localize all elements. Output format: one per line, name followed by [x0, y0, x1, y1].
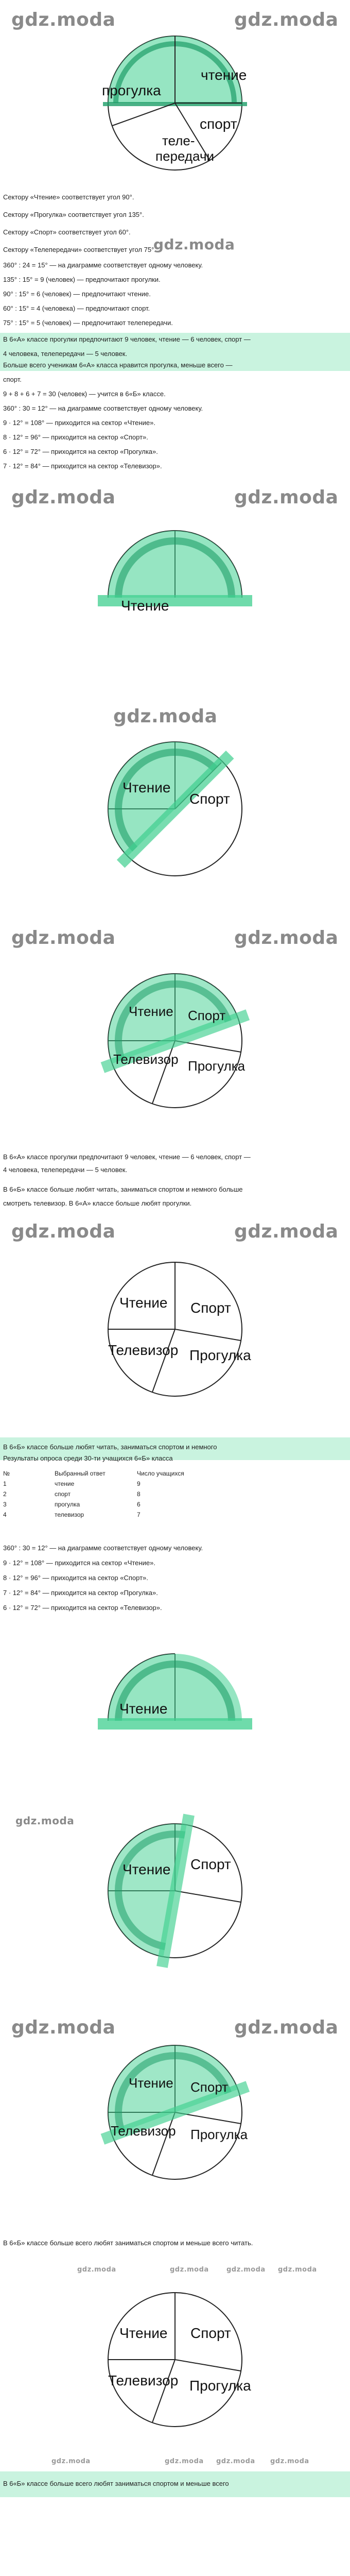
- sector-label-walk: Прогулка: [190, 2127, 248, 2142]
- sector-label-sport: Спорт: [189, 791, 230, 807]
- text-line: 360° : 24 = 15° — на диаграмме соответствует одному человеку.: [3, 261, 203, 269]
- watermark: gdz.moda: [234, 927, 339, 948]
- sector-label-walk: Прогулка: [189, 1347, 251, 1363]
- answer-line: В 6«Б» классе больше всего любят заниматься спортом и меньше всего: [3, 2480, 229, 2487]
- watermark: gdz.moda: [11, 9, 116, 30]
- watermark: gdz.moda: [270, 2458, 309, 2465]
- text-line: Сектору «Телепередачи» соответствует угол 75°.: [3, 246, 156, 253]
- answer-line: В 6«А» классе прогулки предпочитают 9 человек, чтение — 6 человек, спорт —: [3, 335, 251, 343]
- sector-label-tv-2: передачи: [155, 148, 215, 164]
- watermark: gdz.moda: [77, 2266, 116, 2274]
- watermark: gdz.moda: [165, 2458, 204, 2465]
- sector-label-tv-1: теле-: [162, 133, 195, 148]
- text-line: 8 · 12° = 96° — приходится на сектор «Спорт».: [3, 1574, 148, 1582]
- watermark: gdz.moda: [15, 1815, 75, 1827]
- sector-label-sport: Спорт: [190, 1300, 231, 1316]
- sector-label-reading: Чтение: [119, 1701, 168, 1717]
- sector-label-tv: Телевизор: [108, 1342, 179, 1358]
- watermark: gdz.moda: [11, 2017, 116, 2038]
- text-line: 9 + 8 + 6 + 7 = 30 (человек) — учится в 6«Б» классе.: [3, 390, 166, 398]
- table-row: [3, 1510, 189, 1520]
- table-cell: 2: [3, 1490, 7, 1498]
- sector-label-reading: Чтение: [119, 1295, 168, 1311]
- table-cell: 1: [3, 1480, 7, 1487]
- text-line: 90° : 15° = 6 (человек) — предпочитают чтение.: [3, 290, 151, 298]
- sector-label-reading: Чтение: [129, 2075, 173, 2091]
- protractor-figure-3: [62, 726, 288, 891]
- text-line: В 6«А» классе прогулки предпочитают 9 человек, чтение — 6 человек, спорт —: [3, 1153, 251, 1161]
- table-cell: 3: [3, 1501, 7, 1508]
- sector-label-tv: Телевизор: [113, 1052, 179, 1067]
- watermark: gdz.moda: [216, 2458, 255, 2465]
- watermark: gdz.moda: [51, 2458, 91, 2465]
- text-line: 360° : 30 = 12° — на диаграмме соответствует одному человеку.: [3, 1544, 203, 1552]
- table-cell: 4: [3, 1511, 7, 1518]
- table-row: [3, 1479, 189, 1489]
- watermark: gdz.moda: [234, 487, 339, 508]
- answer-line: спорт.: [3, 376, 22, 383]
- table-header-cell: №: [3, 1470, 10, 1477]
- watermark: gdz.moda: [226, 2266, 266, 2274]
- watermark: gdz.moda: [113, 706, 218, 727]
- watermark: gdz.moda: [11, 1221, 116, 1242]
- answer-line: В 6«Б» классе больше любят читать, заниматься спортом и немного: [3, 1443, 217, 1451]
- pie-figure-5: [62, 1247, 288, 1412]
- protractor-figure-6: [62, 1623, 288, 1788]
- table-header: [3, 1468, 189, 1479]
- text-line: Сектору «Чтение» соответствует угол 90°.: [3, 193, 134, 201]
- sector-label-sport: спорт: [200, 116, 237, 132]
- protractor-figure-7: [62, 1808, 288, 1973]
- results-table: [3, 1468, 189, 1520]
- watermark: gdz.moda: [234, 1221, 339, 1242]
- watermark: gdz.moda: [170, 2266, 209, 2274]
- text-line: 7 · 12° = 84° — приходится на сектор «Телевизор».: [3, 462, 162, 470]
- text-line: 6 · 12° = 72° — приходится на сектор «Прогулка».: [3, 448, 158, 455]
- sector-label-sport: Спорт: [188, 1008, 226, 1023]
- sector-label-reading: Чтение: [122, 779, 171, 795]
- table-header-cell: Число учащихся: [137, 1470, 184, 1477]
- watermark: gdz.moda: [278, 2266, 317, 2274]
- sector-label-reading: Чтение: [129, 1004, 173, 1019]
- text-line: 60° : 15° = 4 (человека) — предпочитают спорт.: [3, 304, 150, 312]
- text-line: 360° : 30 = 12° — на диаграмме соответствует одному человеку.: [3, 404, 203, 412]
- pie-figure-9: [62, 2277, 288, 2442]
- table-cell: спорт: [55, 1490, 71, 1498]
- text-line: 7 · 12° = 84° — приходится на сектор «Прогулка».: [3, 1589, 158, 1597]
- text-line: Результаты опроса среди 30-ти учащихся 6«Б» класса: [3, 1454, 173, 1462]
- table-cell: 7: [137, 1511, 141, 1518]
- text-line: Сектору «Прогулка» соответствует угол 135°.: [3, 211, 144, 218]
- sector-label-reading: чтение: [201, 67, 247, 83]
- watermark: gdz.moda: [234, 9, 339, 30]
- sector-label-sport: Спорт: [190, 2325, 231, 2341]
- text-line: 135° : 15° = 9 (человек) — предпочитают прогулки.: [3, 276, 161, 283]
- text-line: 75° : 15° = 5 (человек) — предпочитают телепередачи.: [3, 319, 173, 327]
- pie-figure-1: [62, 31, 288, 185]
- table-row: [3, 1489, 189, 1499]
- watermark: gdz.moda: [153, 236, 235, 253]
- text-line: Сектору «Спорт» соответствует угол 60°.: [3, 228, 131, 236]
- watermark: gdz.moda: [11, 487, 116, 508]
- table-row: [3, 1499, 189, 1510]
- text-line: смотреть телевизор. В 6«А» классе больше любят прогулки.: [3, 1199, 192, 1207]
- text-line: В 6«Б» классе больше любят читать, заниматься спортом и немного больше: [3, 1185, 243, 1193]
- table-cell: телевизор: [55, 1511, 84, 1518]
- protractor-figure-2: [62, 515, 288, 685]
- watermark: gdz.moda: [234, 2017, 339, 2038]
- sector-label-reading: Чтение: [122, 1861, 171, 1877]
- text-line: 9 · 12° = 108° — приходится на сектор «Чтение».: [3, 1559, 155, 1567]
- sector-label-walk: Прогулка: [189, 2378, 251, 2394]
- sector-label-walk: прогулка: [102, 82, 161, 98]
- text-line: 9 · 12° = 108° — приходится на сектор «Чтение».: [3, 419, 155, 427]
- text-line: В 6«Б» классе больше всего любят заниматься спортом и меньше всего читать.: [3, 2239, 253, 2247]
- text-line: 8 · 12° = 96° — приходится на сектор «Спорт».: [3, 433, 148, 441]
- sector-label-tv: Телевизор: [108, 2372, 179, 2388]
- table-cell: 9: [137, 1480, 141, 1487]
- table-cell: прогулка: [55, 1501, 80, 1508]
- protractor-figure-4: [62, 958, 288, 1123]
- table-cell: 6: [137, 1501, 141, 1508]
- watermark: gdz.moda: [11, 927, 116, 948]
- sector-label-sport: Спорт: [190, 2079, 229, 2095]
- answer-line: 4 человека, телепередачи — 5 человек.: [3, 350, 128, 358]
- protractor-figure-8: [62, 2030, 288, 2195]
- sector-label-sport: Спорт: [190, 1856, 231, 1872]
- sector-label-reading: Чтение: [119, 2325, 168, 2341]
- table-header-cell: Выбранный ответ: [55, 1470, 106, 1477]
- text-line: 4 человека, телепередачи — 5 человек.: [3, 1166, 128, 1174]
- table-cell: 8: [137, 1490, 141, 1498]
- text-line: 6 · 12° = 72° — приходится на сектор «Телевизор».: [3, 1604, 162, 1612]
- sector-label-tv: Телевизор: [111, 2123, 176, 2139]
- table-cell: чтение: [55, 1480, 75, 1487]
- sector-label-reading: Чтение: [121, 598, 169, 614]
- answer-line: Больше всего ученикам 6«А» класса нравится прогулка, меньше всего —: [3, 361, 233, 369]
- sector-label-walk: Прогулка: [188, 1058, 246, 1074]
